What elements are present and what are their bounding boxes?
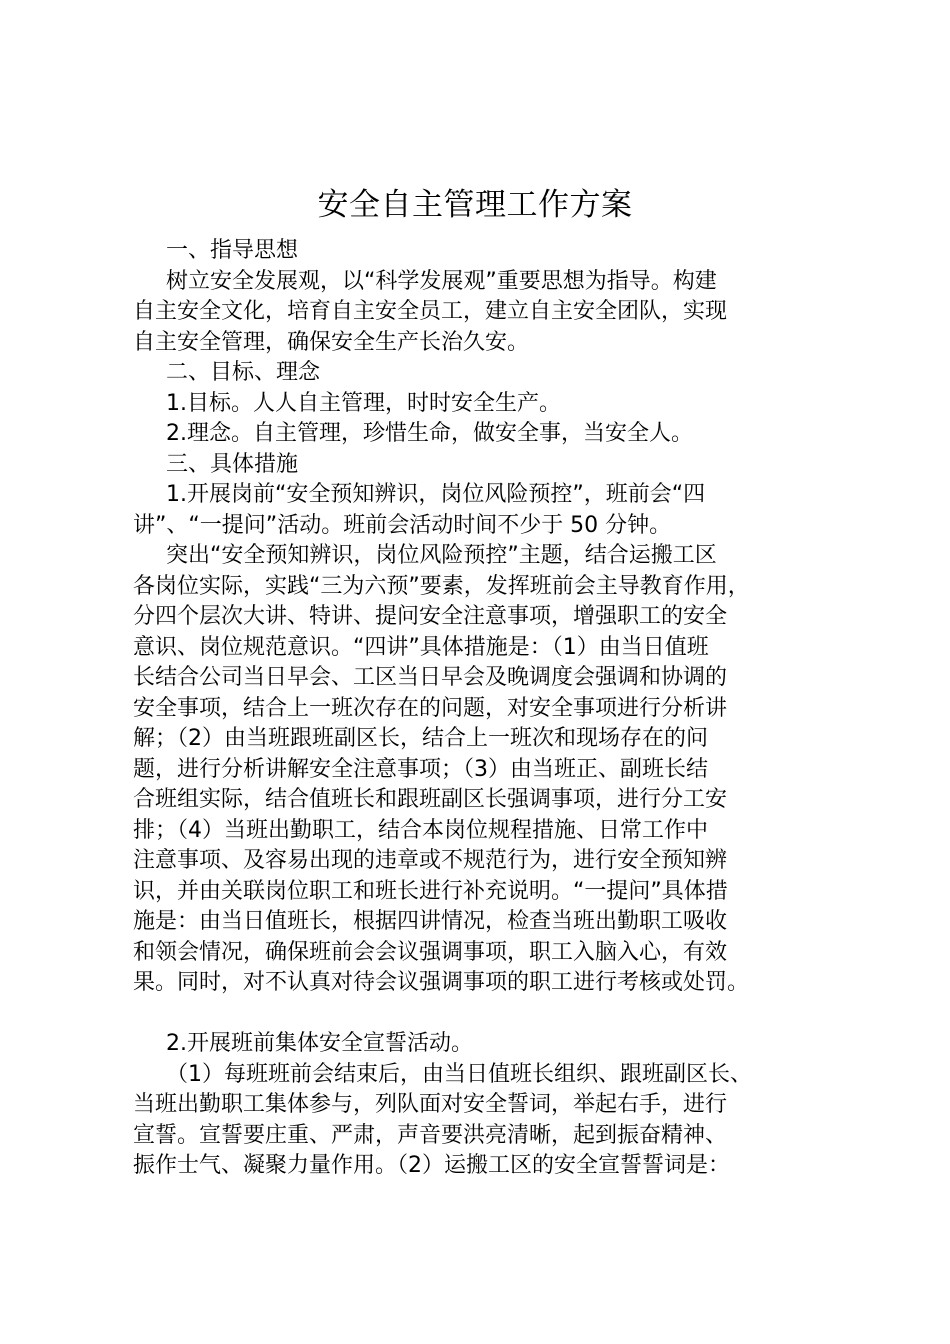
paragraph-line: 和领会情况，确保班前会会议强调事项，职工入脑入心，有效 — [133, 939, 728, 965]
paragraph-line: 施是：由当日值班长，根据四讲情况，检查当班出勤职工吸收 — [133, 909, 728, 934]
paragraph-gap — [133, 999, 845, 1030]
paragraph-line: 题，进行分析讲解安全注意事项；（3）由当班正、副班长结 — [133, 756, 708, 782]
paragraph-line: 讲”、“一提问”活动。班前会活动时间不少于 50 分钟。 — [133, 512, 672, 538]
paragraph-line: 2.理念。自主管理，珍惜生命，做安全事，当安全人。 — [166, 421, 693, 446]
document-title: 安全自主管理工作方案 — [317, 187, 633, 223]
paragraph-line: 果。同时，对不认真对待会议强调事项的职工进行考核或处罚。 — [133, 970, 750, 995]
paragraph-line: 突出“安全预知辨识，岗位风险预控”主题，结合运搬工区 — [166, 543, 717, 568]
paragraph-line: （1）每班班前会结束后，由当日值班长组织、跟班副区长、 — [166, 1061, 752, 1087]
paragraph-line: 树立安全发展观，以“科学发展观”重要思想为指导。构建 — [166, 268, 717, 294]
paragraph-line: 2.开展班前集体安全宣誓活动。 — [166, 1031, 473, 1056]
paragraph-line: 1.目标。人人自主管理，时时安全生产。 — [166, 390, 561, 416]
paragraph-line: 1.开展岗前“安全预知辨识，岗位风险预控”，班前会“四 — [166, 482, 706, 507]
paragraph-line: 自主安全文化，培育自主安全员工，建立自主安全团队，实现 — [133, 299, 728, 324]
section-heading-guiding-ideology: 一、指导思想 — [166, 238, 299, 263]
paragraph-line: 意识、岗位规范意识。“四讲”具体措施是：（1）由当日值班 — [133, 634, 709, 660]
paragraph-line: 振作士气、凝聚力量作用。（2）运搬工区的安全宣誓誓词是： — [133, 1153, 730, 1178]
paragraph-line: 解；（2）由当班跟班副区长，结合上一班次和现场存在的问 — [133, 726, 708, 751]
document-body — [133, 236, 845, 1182]
paragraph-line: 长结合公司当日早会、工区当日早会及晚调度会强调和协调的 — [133, 665, 728, 690]
paragraph-line: 自主安全管理，确保安全生产长治久安。 — [133, 329, 530, 355]
paragraph-line: 宣誓。宣誓要庄重、严肃，声音要洪亮清晰，起到振奋精神、 — [133, 1122, 728, 1148]
paragraph-line: 排；（4）当班出勤职工，结合本岗位规程措施、日常工作中 — [133, 817, 708, 843]
paragraph-line: 分四个层次大讲、特讲、提问安全注意事项，增强职工的安全 — [133, 604, 728, 629]
paragraph-line: 合班组实际，结合值班长和跟班副区长强调事项，进行分工安 — [133, 787, 728, 812]
section-heading-specific-measures: 三、具体措施 — [166, 451, 299, 477]
paragraph-line: 当班出勤职工集体参与，列队面对安全誓词，举起右手，进行 — [133, 1092, 728, 1117]
paragraph-line: 各岗位实际，实践“三为六预”要素，发挥班前会主导教育作用， — [133, 573, 750, 599]
paragraph-line: 注意事项、及容易出现的违章或不规范行为，进行安全预知辨 — [133, 848, 728, 873]
section-heading-goals-concepts: 二、目标、理念 — [166, 360, 321, 385]
paragraph-line: 安全事项，结合上一班次存在的问题，对安全事项进行分析讲 — [133, 695, 728, 721]
paragraph-line: 识，并由关联岗位职工和班长进行补充说明。“一提问”具体措 — [133, 878, 728, 904]
